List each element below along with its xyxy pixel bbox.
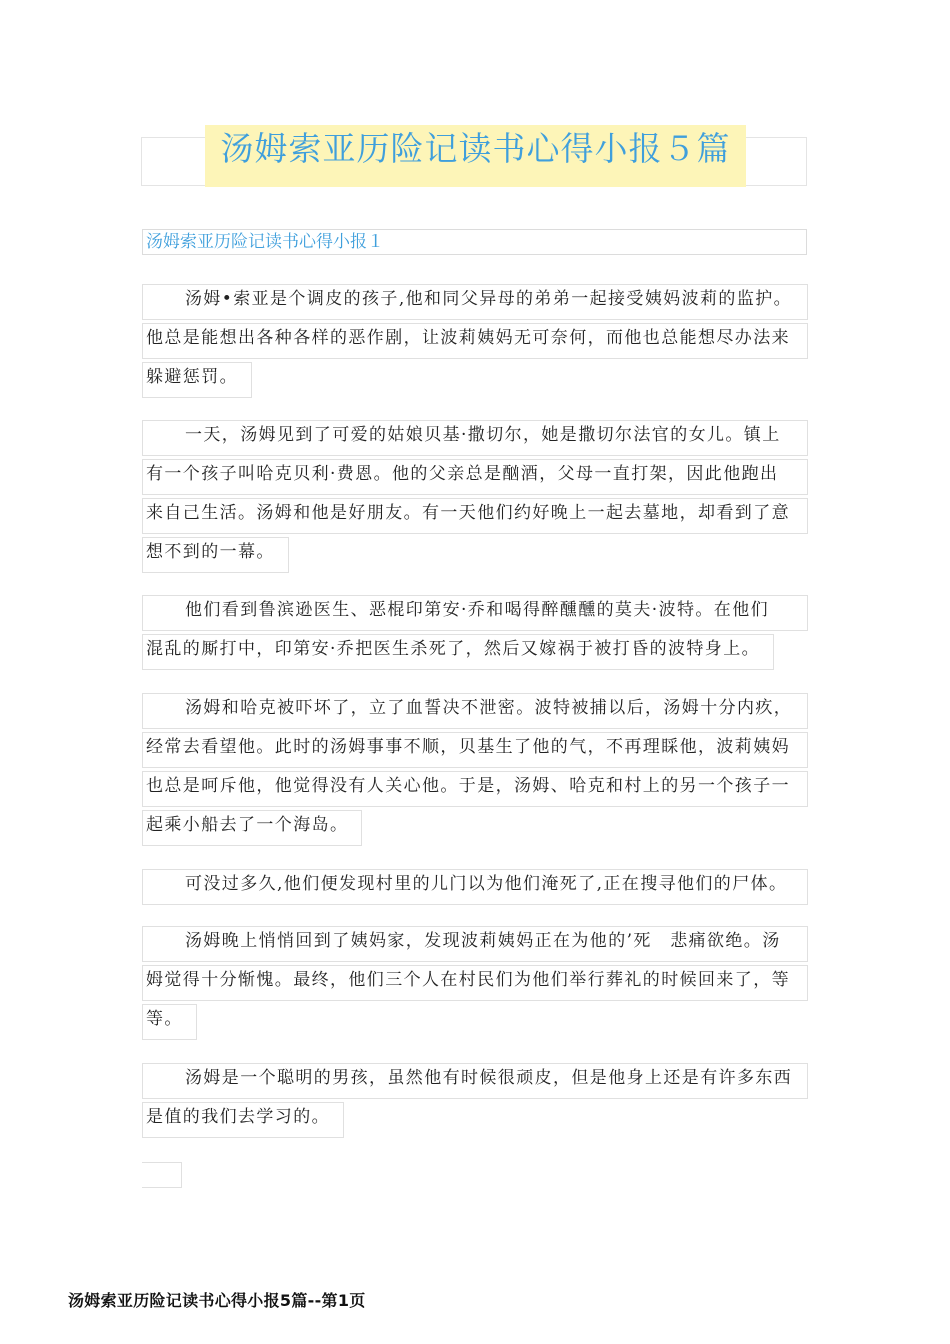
paragraph-line: 可没过多久,他们便发现村里的儿门以为他们淹死了,正在搜寻他们的尸体。: [142, 866, 808, 905]
paragraph-5: [142, 866, 808, 905]
paragraph-line: 躲避惩罚。: [142, 359, 252, 398]
paragraph-line: 来自己生活。汤姆和他是好朋友。有一天他们约好晚上一起去墓地，却看到了意: [142, 495, 808, 534]
paragraph-line: 汤姆是一个聪明的男孩，虽然他有时候很顽皮，但是他身上还是有许多东西: [142, 1060, 808, 1099]
paragraph-line: 汤姆和哈克被吓坏了，立了血誓决不泄密。波特被捕以后，汤姆十分内疚，: [142, 690, 808, 729]
paragraph-1: [142, 281, 808, 398]
paragraph-line: 混乱的厮打中，印第安·乔把医生杀死了，然后又嫁祸于被打昏的波特身上。: [142, 631, 774, 670]
paragraph-4: [142, 690, 808, 846]
paragraph-line: 汤姆晚上悄悄回到了姨妈家，发现波莉姨妈正在为他的’死 悲痛欲绝。汤: [142, 923, 808, 962]
section-heading: 汤姆索亚历险记读书心得小报１: [142, 229, 807, 255]
paragraph-3: [142, 592, 808, 670]
empty-paragraph-marker: [142, 1162, 182, 1188]
paragraph-line: 经常去看望他。此时的汤姆事事不顺，贝基生了他的气，不再理睬他，波莉姨妈: [142, 729, 808, 768]
document-title: 汤姆索亚历险记读书心得小报５篇: [220, 129, 731, 168]
paragraph-line: 也总是呵斥他，他觉得没有人关心他。于是，汤姆、哈克和村上的另一个孩子一: [142, 768, 808, 807]
paragraph-line: 是值的我们去学习的。: [142, 1099, 344, 1138]
page-footer: 汤姆索亚历险记读书心得小报5篇--第1页: [68, 1291, 366, 1310]
paragraph-line: 起乘小船去了一个海岛。: [142, 807, 362, 846]
paragraph-line: 他总是能想出各种各样的恶作剧，让波莉姨妈无可奈何，而他也总能想尽办法来: [142, 320, 808, 359]
paragraph-2: [142, 417, 808, 573]
paragraph-line: 等。: [142, 1001, 197, 1040]
paragraph-6: [142, 923, 808, 1040]
paragraph-line: 一天，汤姆见到了可爱的姑娘贝基·撒切尔，她是撒切尔法官的女儿。镇上: [142, 417, 808, 456]
paragraph-7: [142, 1060, 808, 1138]
paragraph-line: 他们看到鲁滨逊医生、恶棍印第安·乔和喝得醉醺醺的莫夫·波特。在他们: [142, 592, 808, 631]
paragraph-line: 想不到的一幕。: [142, 534, 289, 573]
paragraph-line: 姆觉得十分惭愧。最终，他们三个人在村民们为他们举行葬礼的时候回来了，等: [142, 962, 808, 1001]
paragraph-line: 有一个孩子叫哈克贝利·费恩。他的父亲总是酗酒，父母一直打架，因此他跑出: [142, 456, 808, 495]
paragraph-line: 汤姆•索亚是个调皮的孩子,他和同父异母的弟弟一起接受姨妈波莉的监护。: [142, 281, 808, 320]
